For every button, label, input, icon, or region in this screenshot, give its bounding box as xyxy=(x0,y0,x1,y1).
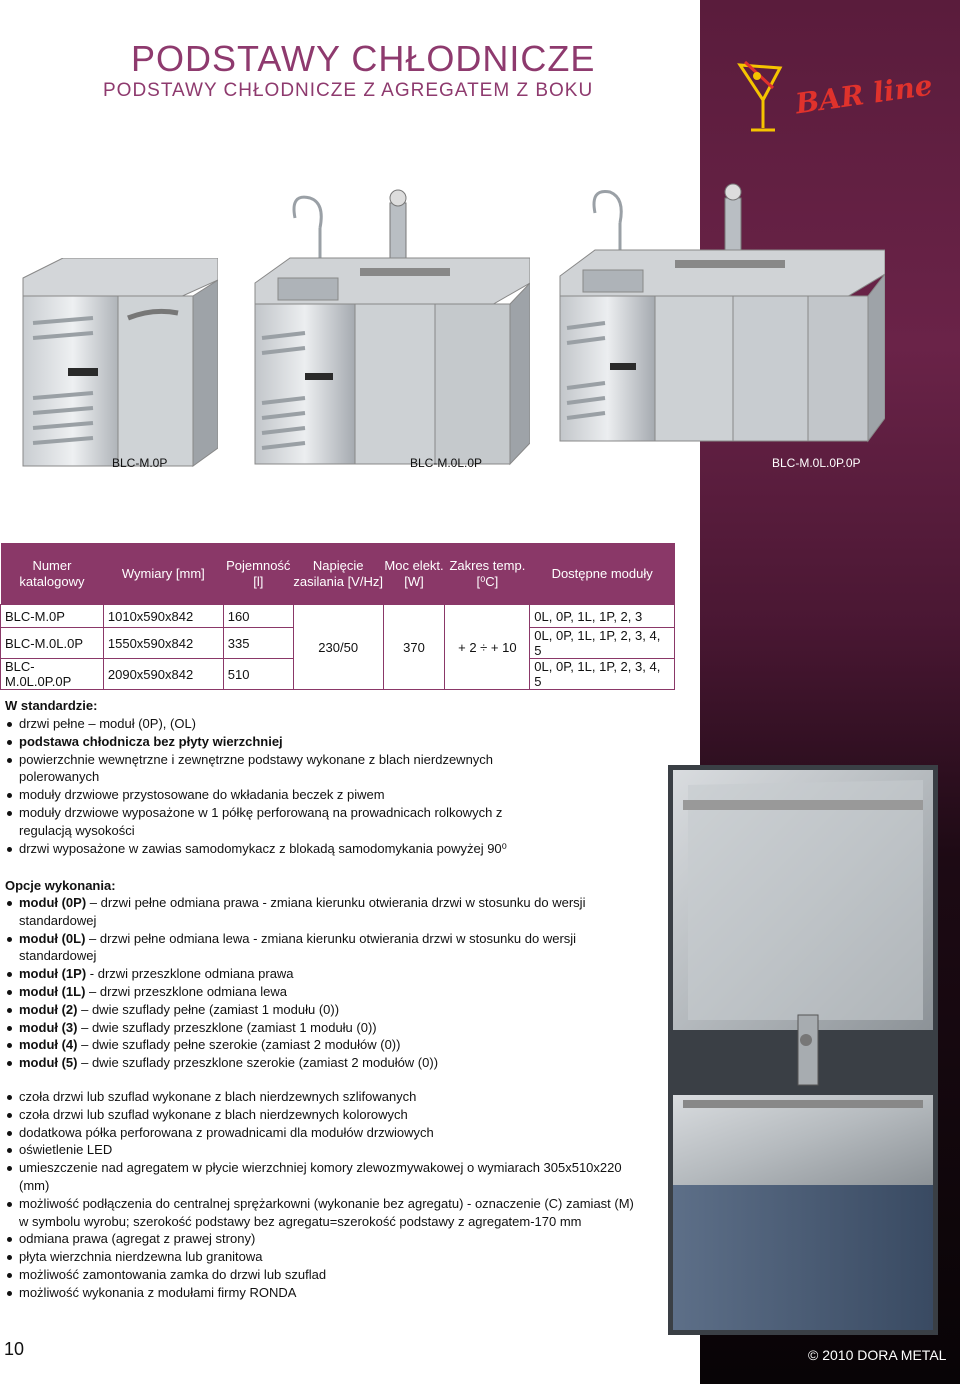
model-cell: BLC-M.0P xyxy=(1,605,104,628)
table-header-row xyxy=(1,543,675,605)
temp-cell: + 2 ÷ + 10 xyxy=(445,605,530,690)
list-item: dodatkowa półka perforowana z prowadnicami dla modułów drzwiowych xyxy=(5,1124,635,1142)
capacity-cell: 510 xyxy=(223,659,293,690)
list-item: drzwi pełne – moduł (0P), (OL) xyxy=(5,715,535,733)
list-item: moduł (1P) - drzwi przeszklone odmiana prawa xyxy=(5,965,625,983)
product-image-blc-m-0l-0p-0p xyxy=(555,178,885,468)
list-item: powierzchnie wewnętrzne i zewnętrzne podstawy wykonane z blach nierdzewnych polerowanych xyxy=(5,751,535,787)
list-item: moduły drzwiowe wyposażone w 1 półkę perforowaną na prowadnicach rolkowych z regulacją wysokości xyxy=(5,804,535,840)
dims-cell: 1550x590x842 xyxy=(103,628,223,659)
spec-table xyxy=(0,543,675,690)
standard-list xyxy=(5,715,535,857)
capacity-cell: 160 xyxy=(223,605,293,628)
list-item: moduł (0P) – drzwi pełne odmiana prawa - zmiana kierunku otwierania drzwi w stosunku do wersji standardowej xyxy=(5,894,625,930)
detail-photo xyxy=(668,765,938,1335)
list-item: moduł (4) – dwie szuflady pełne szerokie (zamiast 2 modułów (0)) xyxy=(5,1036,625,1054)
list-item: moduł (1L) – drzwi przeszklone odmiana lewa xyxy=(5,983,625,1001)
column-header: Pojemność [l] xyxy=(223,543,293,605)
list-item: umieszczenie nad agregatem w płycie wierzchniej komory zlewozmywakowej o wymiarach 305x510x220 (mm) xyxy=(5,1159,635,1195)
table-row xyxy=(1,605,675,628)
list-item: możliwość podłączenia do centralnej sprężarkowni (wykonanie bez agregatu) - oznaczenie (C) zamiast (M) w symbolu wyrobu; szerokość podstawy bez agregatu=szerokość podstawy z agregatem-170 mm xyxy=(5,1195,635,1231)
list-item: moduł (3) – dwie szuflady przeszklone (zamiast 1 modułu (0)) xyxy=(5,1019,625,1037)
list-item: moduł (0L) – drzwi pełne odmiana lewa - zmiana kierunku otwierania drzwi w stosunku do wersji standardowej xyxy=(5,930,625,966)
product-image-blc-m-0l-0p xyxy=(250,188,530,468)
copyright-text: © 2010 DORA METAL xyxy=(808,1347,947,1363)
model-cell: BLC-M.0L.0P xyxy=(1,628,104,659)
modules-cell: 0L, 0P, 1L, 1P, 2, 3, 4, 5 xyxy=(530,659,675,690)
column-header: Napięcie zasilania [V/Hz] xyxy=(293,543,383,605)
voltage-cell: 230/50 xyxy=(293,605,383,690)
list-item: moduł (5) – dwie szuflady przeszklone szerokie (zamiast 2 modułów (0)) xyxy=(5,1054,625,1072)
list-item: możliwość wykonania z modułami firmy RONDA xyxy=(5,1284,635,1302)
list-item: podstawa chłodnicza bez płyty wierzchniej xyxy=(5,733,535,751)
list-item: płyta wierzchnia nierdzewna lub granitowa xyxy=(5,1248,635,1266)
page-number: 10 xyxy=(4,1339,25,1359)
list-item: czoła drzwi lub szuflad wykonane z blach nierdzewnych szlifowanych xyxy=(5,1088,635,1106)
options-extras-list xyxy=(5,1088,635,1302)
power-cell: 370 xyxy=(383,605,445,690)
model-cell: BLC-M.0L.0P.0P xyxy=(1,659,104,690)
list-item: oświetlenie LED xyxy=(5,1141,635,1159)
modules-cell: 0L, 0P, 1L, 1P, 2, 3 xyxy=(530,605,675,628)
product-label: BLC-M.0P xyxy=(112,456,168,470)
logo-text: BAR line xyxy=(793,68,935,121)
page-title: PODSTAWY CHŁODNICZE xyxy=(131,38,596,79)
capacity-cell: 335 xyxy=(223,628,293,659)
modules-cell: 0L, 0P, 1L, 1P, 2, 3, 4, 5 xyxy=(530,628,675,659)
page-subtitle: PODSTAWY CHŁODNICZE Z AGREGATEM Z BOKU xyxy=(103,80,594,101)
column-header: Moc elekt. [W] xyxy=(383,543,445,605)
options-heading: Opcje wykonania: xyxy=(5,878,116,893)
list-item: moduły drzwiowe przystosowane do wkładania beczek z piwem xyxy=(5,786,535,804)
column-header: Dostępne moduły xyxy=(530,543,675,605)
list-item: odmiana prawa (agregat z prawej strony) xyxy=(5,1230,635,1248)
column-header: Zakres temp. [⁰C] xyxy=(445,543,530,605)
column-header: Wymiary [mm] xyxy=(103,543,223,605)
column-header: Numer katalogowy xyxy=(1,543,104,605)
list-item: drzwi wyposażone w zawias samodomykacz z blokadą samodomykania powyżej 90⁰ xyxy=(5,840,535,858)
standard-heading: W standardzie: xyxy=(5,698,98,713)
list-item: czoła drzwi lub szuflad wykonane z blach nierdzewnych kolorowych xyxy=(5,1106,635,1124)
product-label: BLC-M.0L.0P xyxy=(410,456,483,470)
list-item: możliwość zamontowania zamka do drzwi lub szuflad xyxy=(5,1266,635,1284)
options-module-list xyxy=(5,894,625,1072)
list-item: moduł (2) – dwie szuflady pełne (zamiast 1 modułu (0)) xyxy=(5,1001,625,1019)
product-label: BLC-M.0L.0P.0P xyxy=(772,456,861,470)
product-image-blc-m-0p xyxy=(18,258,218,468)
dims-cell: 2090x590x842 xyxy=(103,659,223,690)
dims-cell: 1010x590x842 xyxy=(103,605,223,628)
